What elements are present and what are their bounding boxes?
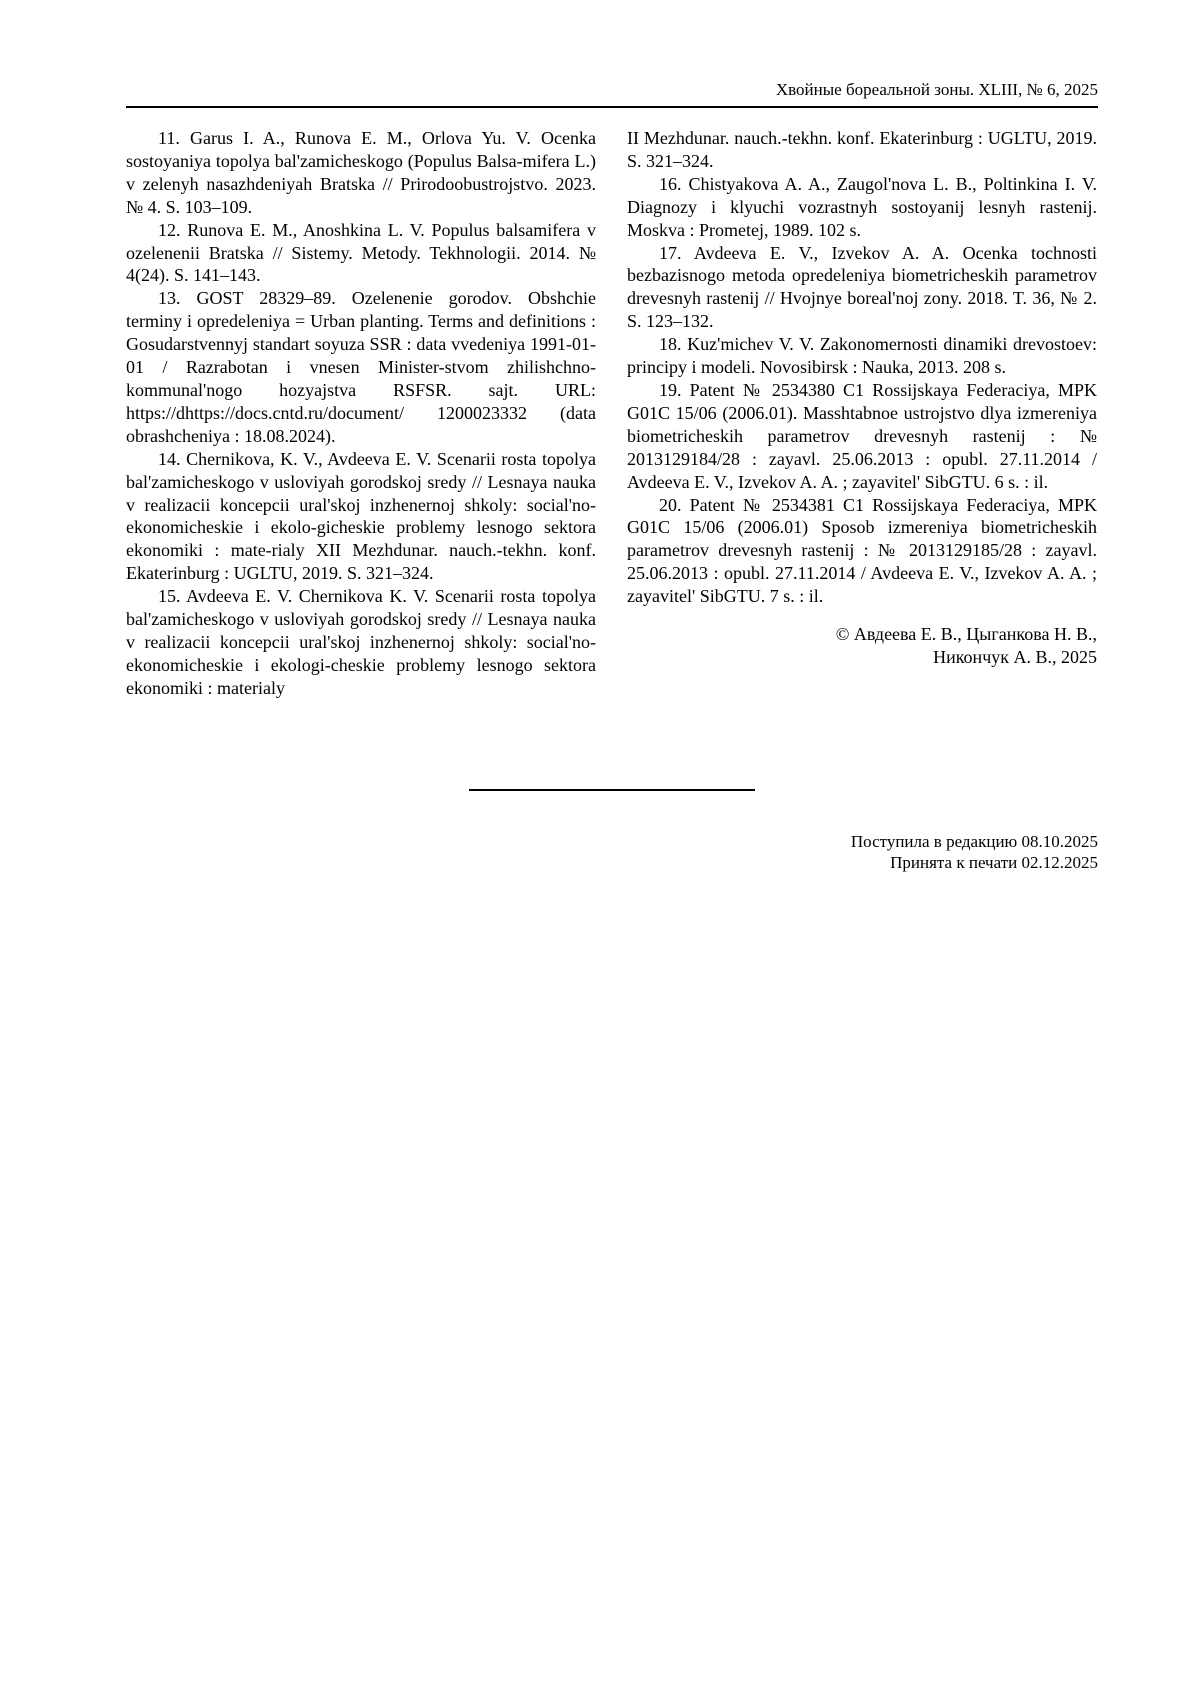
reference-item: 17. Avdeeva E. V., Izvekov A. A. Ocenka tochnosti bezbazisnogo metoda opredeleniya biometricheskih parametrov drevesnyh rastenij // Hvojnye boreal'noj zony. 2018. T. 36, № 2. S. 123–132.: [627, 242, 1097, 332]
reference-item: 14. Chernikova, K. V., Avdeeva E. V. Scenarii rosta topolya bal'zamicheskogo v usloviyah gorodskoj sredy // Lesnaya nauka v realizacii koncepcii ural'skoj inzhenernoj shkoly: social'no-ekonomicheskie i ekolo-gicheskie problemy lesnogo sektora ekonomiki : mate-rialy XII Mezhdunar. nauch.-tekhn. konf. Ekaterinburg : UGLTU, 2019. S. 321–324.: [126, 448, 596, 584]
section-divider: [469, 789, 755, 791]
reference-item: 16. Chistyakova A. A., Zaugol'nova L. B., Poltinkina I. V. Diagnozy i klyuchi vozrastnyh sostoyanij lesnyh rastenij. Moskva : Prometej, 1989. 102 s.: [627, 173, 1097, 240]
reference-item: 18. Kuz'michev V. V. Zakonomernosti dinamiki drevostoev: principy i modeli. Novosibirsk : Nauka, 2013. 208 s.: [627, 334, 1097, 378]
references-right-column: [627, 127, 1097, 669]
reference-item: 11. Garus I. A., Runova E. M., Orlova Yu. V. Ocenka sostoyaniya topolya bal'zamicheskogo (Populus Balsa-mifera L.) v zelenyh nasazhdeniyah Bratska // Prirodoobustrojstvo. 2023. № 4. S. 103–109.: [126, 128, 596, 217]
reference-item-continuation: II Mezhdunar. nauch.-tekhn. konf. Ekaterinburg : UGLTU, 2019. S. 321–324.: [627, 128, 1097, 171]
copyright-line-year: Никончук А. В., 2025: [933, 646, 1097, 667]
accepted-date: Принята к печати 02.12.2025: [890, 853, 1098, 872]
header-rule: [126, 106, 1098, 108]
reference-item: 13. GOST 28329–89. Ozelenenie gorodov. Obshchie terminy i opredeleniya = Urban planting. Terms and definitions : Gosudarstvennyj standart soyuza SSR : data vvedeniya 1991-01-01 / Razrabotan i vnesen Minister-stvom zhilishchno-kommunal'nogo hozyajstva RSFSR. sajt. URL: https://dhttps://docs.cntd.ru/document/ 1200023332 (data obrashcheniya : 18.08.2024).: [126, 288, 596, 446]
copyright-notice: [627, 623, 1097, 669]
received-date: Поступила в редакцию 08.10.2025: [850, 832, 1098, 851]
reference-item: 19. Patent № 2534380 C1 Rossijskaya Federaciya, MPK G01C 15/06 (2006.01). Masshtabnoe ustrojstvo dlya izmereniya biometricheskih parametrov drevesnyh rastenij : № 2013129184/28 : zayavl. 25.06.2013 : opubl. 27.11.2014 / Avdeeva E. V., Izvekov A. A. ; zayavitel' SibGTU. 6 s. : il.: [627, 379, 1097, 492]
reference-item: 20. Patent № 2534381 C1 Rossijskaya Federaciya, MPK G01C 15/06 (2006.01) Sposob izmereniya biometricheskih parametrov drevesnyh rastenij : № 2013129185/28 : zayavl. 25.06.2013 : opubl. 27.11.2014 / Avdeeva E. V., Izvekov A. A. ; zayavitel' SibGTU. 7 s. : il.: [627, 494, 1097, 607]
submission-dates: [700, 831, 1098, 873]
reference-item: 12. Runova E. M., Anoshkina L. V. Populus balsamifera v ozelenenii Bratska // Sistemy. Metody. Tekhnologii. 2014. № 4(24). S. 141–143.: [126, 219, 596, 286]
reference-item: 15. Avdeeva E. V. Chernikova K. V. Scenarii rosta topolya bal'zamicheskogo v usloviyah gorodskoj sredy // Lesnaya nauka v realizacii koncepcii ural'skoj inzhenernoj shkoly: social'no-ekonomicheskie i ekologi-cheskie problemy lesnogo sektora ekonomiki : materialy: [126, 586, 596, 698]
copyright-line-authors: © Авдеева Е. В., Цыганкова Н. В.,: [835, 624, 1097, 645]
running-header: Хвойные бореальной зоны. XLIII, № 6, 2025: [775, 80, 1098, 99]
references-left-column: [126, 127, 596, 700]
